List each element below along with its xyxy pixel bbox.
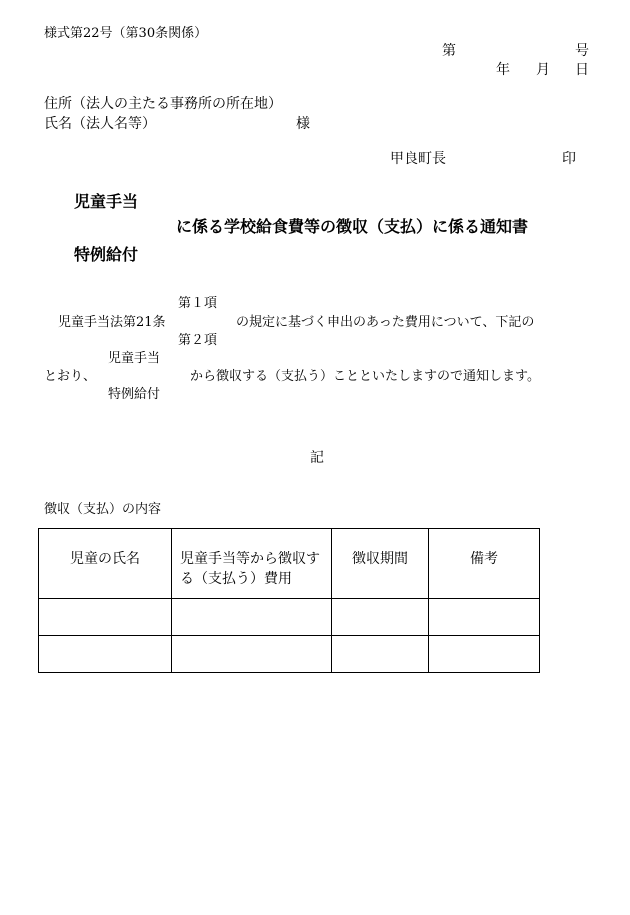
- doc-number-prefix: 第: [442, 43, 456, 59]
- recipient-name-label: 氏名（法人名等）: [44, 116, 156, 132]
- cell-fee-amount[interactable]: [172, 636, 332, 673]
- cell-child-name[interactable]: [39, 599, 172, 636]
- clause-option-1: 第１項: [178, 296, 218, 311]
- section-label: 徴収（支払）の内容: [44, 502, 162, 517]
- table-row: [39, 636, 540, 673]
- body-law-reference: 児童手当法第21条: [58, 315, 166, 330]
- table-header-row: [39, 529, 540, 599]
- date-month-label: 月: [536, 62, 550, 78]
- body-line2-prefix: とおり、: [44, 369, 97, 384]
- date-day-label: 日: [575, 62, 589, 78]
- clause-option-2: 第２項: [178, 333, 218, 348]
- document-title: に係る学校給食費等の徴収（支払）に係る通知書: [176, 217, 529, 236]
- cell-remarks[interactable]: [429, 599, 540, 636]
- header-remarks: 備考: [429, 529, 540, 599]
- cell-collection-period[interactable]: [332, 599, 429, 636]
- header-child-name: 児童の氏名: [39, 529, 172, 599]
- body-option-special-benefit: 特例給付: [108, 387, 161, 402]
- header-collection-period: 徴収期間: [332, 529, 429, 599]
- form-number: 様式第22号（第30条関係）: [44, 26, 208, 41]
- cell-child-name[interactable]: [39, 636, 172, 673]
- sender-name: 甲良町長: [390, 151, 446, 167]
- body-line2-text: から徴収する（支払う）ことといたしますので通知します。: [190, 369, 540, 384]
- title-option-child-allowance: 児童手当: [74, 192, 139, 211]
- date-year-label: 年: [496, 62, 510, 78]
- seal-mark: 印: [562, 151, 576, 167]
- cell-remarks[interactable]: [429, 636, 540, 673]
- content-table: [38, 528, 540, 673]
- header-fee-amount: [172, 529, 332, 599]
- cell-fee-amount[interactable]: [172, 599, 332, 636]
- doc-number-suffix: 号: [575, 43, 589, 59]
- body-line1-text: の規定に基づく申出のあった費用について、下記の: [236, 315, 535, 330]
- title-option-special-benefit: 特例給付: [74, 245, 139, 264]
- header-fee-amount-text: 児童手当等から徴収する（支払う）費用: [180, 551, 320, 587]
- body-option-child-allowance: 児童手当: [108, 351, 161, 366]
- ki-heading: 記: [310, 450, 324, 466]
- recipient-address-label: 住所（法人の主たる事務所の所在地）: [44, 96, 282, 112]
- cell-collection-period[interactable]: [332, 636, 429, 673]
- recipient-honorific: 様: [296, 116, 310, 132]
- table-row: [39, 599, 540, 636]
